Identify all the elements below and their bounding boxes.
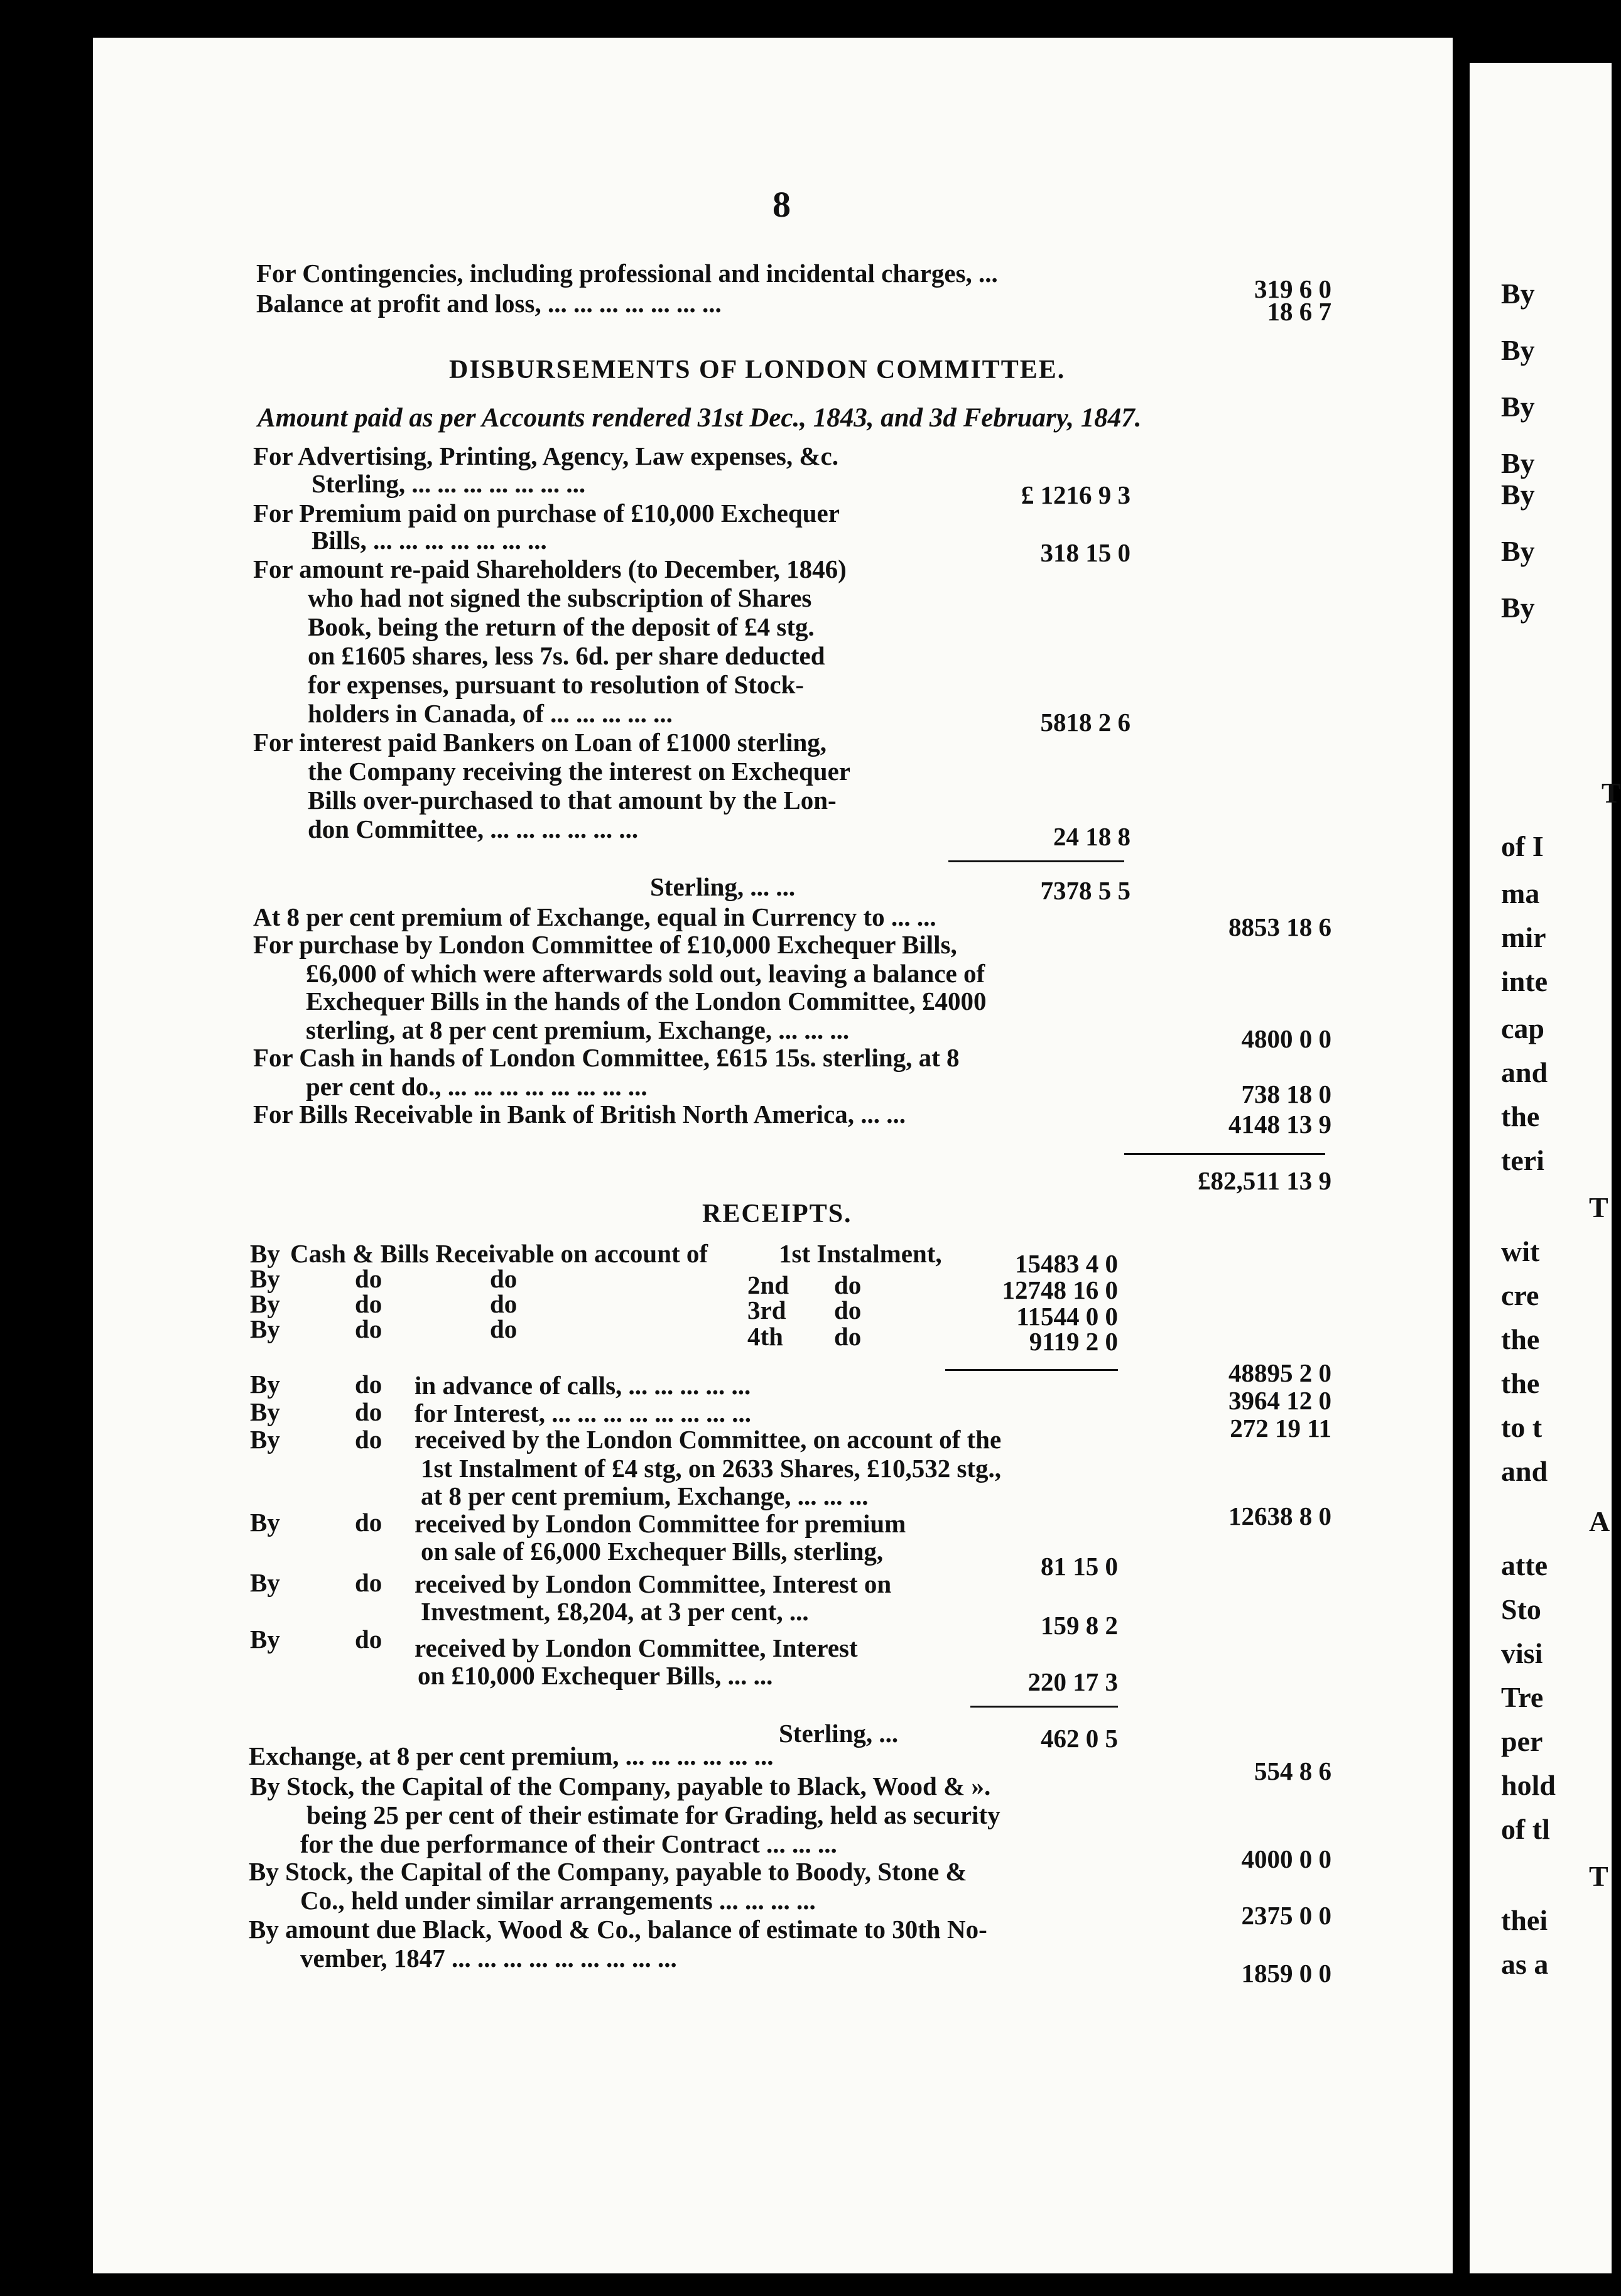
rec-do: do: [355, 1264, 382, 1293]
rec-do: do: [355, 1425, 382, 1454]
disb-line2: Exchequer Bills in the hands of the London Committee, £4000: [306, 987, 987, 1015]
rec-by: By: [250, 1289, 280, 1318]
rec-entry-amount: 272 19 11: [1230, 1414, 1331, 1443]
right-line: the: [1501, 1100, 1540, 1132]
right-line: thei: [1501, 1904, 1548, 1936]
rec-do: do: [355, 1625, 382, 1654]
rec-by: By: [250, 1239, 280, 1268]
disb-line: Sterling, ... ... ... ... ... ... ...: [312, 469, 586, 498]
right-line: of tl: [1501, 1813, 1550, 1845]
rec-sub-line: Investment, £8,204, at 3 per cent, ...: [421, 1597, 809, 1626]
right-line: By: [1501, 334, 1535, 366]
rec-do: do: [490, 1264, 518, 1293]
right-line: Sto: [1501, 1593, 1541, 1625]
right-line: hold: [1501, 1769, 1556, 1801]
right-line: inte: [1501, 965, 1548, 997]
right-line: and: [1501, 1056, 1548, 1088]
disb-amount: £ 1216 9 3: [1021, 480, 1130, 509]
right-line: cap: [1501, 1012, 1544, 1044]
rec-inst-amount: 12748 16 0: [1002, 1275, 1118, 1304]
rec-inst-label: 1st Instalment,: [779, 1239, 942, 1268]
rec-london-line: 1st Instalment of £4 stg, on 2633 Shares, £10,532 stg.,: [421, 1454, 1002, 1483]
disb-line2: sterling, at 8 per cent premium, Exchange, ... ... ...: [306, 1015, 850, 1044]
disb-line2: £6,000 of which were afterwards sold out, leaving a balance of: [306, 959, 985, 988]
right-line: and: [1501, 1455, 1548, 1487]
disb-line: Book, being the return of the deposit of £4 stg.: [308, 612, 815, 641]
right-line: atte: [1501, 1549, 1548, 1581]
disb-amount2: 4800 0 0: [1241, 1024, 1331, 1053]
rec-tail-amount: 2375 0 0: [1241, 1901, 1331, 1930]
rec-by: By: [250, 1508, 280, 1537]
instalments-total: 48895 2 0: [1228, 1358, 1331, 1387]
right-line: By: [1501, 479, 1535, 511]
disb-line: on £1605 shares, less 7s. 6d. per share deducted: [308, 641, 825, 670]
right-line: By: [1501, 391, 1535, 423]
right-line: as a: [1501, 1948, 1549, 1980]
rec-tail-amount: 1859 0 0: [1241, 1959, 1331, 1988]
subtotal-rule: [948, 860, 1124, 862]
rec-do: do: [355, 1289, 382, 1318]
right-line: By: [1501, 278, 1535, 310]
right-line: per: [1501, 1725, 1543, 1757]
right-page: [1470, 63, 1621, 2273]
disb-line: Bills over-purchased to that amount by the Lon-: [308, 786, 837, 815]
right-line: T: [1589, 1191, 1608, 1223]
right-line: the: [1501, 1323, 1540, 1355]
rec-do: do: [490, 1314, 518, 1343]
disb-amount2: 4148 13 9: [1228, 1110, 1331, 1139]
rec-by: By: [250, 1314, 280, 1343]
rec-sub-line: received by London Committee, Interest: [415, 1633, 858, 1662]
disb-line2: For Bills Receivable in Bank of British North America, ... ...: [253, 1100, 906, 1129]
disb-line2: per cent do., ... ... ... ... ... ... ... ...: [306, 1072, 648, 1101]
rec-by: By: [250, 1625, 280, 1654]
rec-sterling-label: Sterling, ...: [779, 1719, 899, 1748]
right-line: of I: [1501, 830, 1544, 862]
rec-do: do: [355, 1397, 382, 1426]
right-line: T: [1589, 1860, 1608, 1892]
rec-by: By: [250, 1264, 280, 1293]
rec-tail-amount: 554 8 6: [1254, 1757, 1331, 1785]
rec-by: By: [250, 1425, 280, 1454]
rec-inst-amount: 9119 2 0: [1029, 1327, 1118, 1356]
instalment-rule: [945, 1369, 1118, 1371]
rec-sub-line: received by London Committee, Interest on: [415, 1569, 892, 1598]
disb-line: holders in Canada, of ... ... ... ... ...: [308, 699, 673, 728]
disb-amount: 5818 2 6: [1040, 708, 1130, 737]
right-line: cre: [1501, 1279, 1539, 1311]
rec-do: do: [355, 1568, 382, 1597]
rec-tail-line: By Stock, the Capital of the Company, payable to Black, Wood & ».: [250, 1772, 991, 1801]
rec-by: By: [250, 1397, 280, 1426]
disb-line2: For purchase by London Committee of £10,000 Exchequer Bills,: [253, 930, 957, 959]
rec-inst-amount: 15483 4 0: [1015, 1249, 1118, 1278]
rec-do: do: [355, 1508, 382, 1537]
right-line: A: [1589, 1505, 1610, 1537]
disb-line: for expenses, pursuant to resolution of Stock-: [308, 670, 805, 699]
rec-by: By: [250, 1568, 280, 1597]
disb-amount: 318 15 0: [1040, 538, 1130, 567]
total-rule: [1124, 1153, 1325, 1155]
rec-tail-amount: 4000 0 0: [1241, 1844, 1331, 1873]
disbursements-heading: DISBURSEMENTS OF LONDON COMMITTEE.: [449, 355, 1066, 384]
page-number: 8: [773, 184, 791, 225]
contingencies-line: For Contingencies, including professional and incidental charges, ...: [256, 259, 998, 288]
right-line: visi: [1501, 1637, 1543, 1669]
rec-sterling-total: 462 0 5: [1041, 1724, 1118, 1753]
rec-do: do: [355, 1370, 382, 1399]
right-line: T: [1602, 777, 1621, 809]
rec-do: do: [834, 1322, 862, 1351]
rec-entry-amount: 3964 12 0: [1228, 1386, 1331, 1415]
disb-line2: At 8 per cent premium of Exchange, equal in Currency to ... ...: [253, 902, 936, 931]
disb-amount2: 8853 18 6: [1228, 912, 1331, 941]
right-line: Tre: [1501, 1681, 1544, 1713]
right-line: By: [1501, 447, 1535, 479]
rec-entry-text: for Interest, ... ... ... ... ... ... ... ...: [415, 1399, 751, 1427]
disb-line: For interest paid Bankers on Loan of £1000 sterling,: [253, 728, 827, 757]
balance-amount: 18 6 7: [1267, 297, 1331, 326]
rec-by: By: [250, 1370, 280, 1399]
disb-amount2: 738 18 0: [1241, 1080, 1331, 1108]
rec-tail-line: By Stock, the Capital of the Company, payable to Boody, Stone &: [249, 1857, 967, 1886]
rec-sub-amount: 159 8 2: [1041, 1611, 1118, 1640]
disb-amount: 24 18 8: [1053, 822, 1130, 851]
disb-line2: For Cash in hands of London Committee, £615 15s. sterling, at 8: [253, 1043, 960, 1072]
rec-sub-line: on sale of £6,000 Exchequer Bills, sterling,: [421, 1537, 884, 1566]
rec-inst-label: 4th: [747, 1322, 783, 1351]
disb-grand-total: £82,511 13 9: [1198, 1166, 1331, 1195]
right-line: the: [1501, 1367, 1540, 1399]
rec-sub-line: received by London Committee for premium: [415, 1509, 906, 1538]
rec-entry-text: in advance of calls, ... ... ... ... ...: [415, 1371, 751, 1400]
disb-line: the Company receiving the interest on Exchequer: [308, 757, 850, 786]
right-line: to t: [1501, 1411, 1542, 1443]
rec-inst-amount: 11544 0 0: [1016, 1302, 1118, 1331]
rec-london-amount: 12638 8 0: [1228, 1502, 1331, 1530]
rec-sub-line: on £10,000 Exchequer Bills, ... ...: [418, 1661, 773, 1690]
rec-london-line: at 8 per cent premium, Exchange, ... ... ...: [421, 1481, 869, 1510]
disb-sterling-total: 7378 5 5: [1040, 876, 1130, 905]
disb-line: For Advertising, Printing, Agency, Law expenses, &c.: [253, 441, 838, 470]
rec-tail-line: Exchange, at 8 per cent premium, ... ... ... ... ... ...: [249, 1741, 774, 1770]
right-line: By: [1501, 535, 1535, 567]
right-line: ma: [1501, 877, 1540, 909]
receipts-subtotal-rule: [970, 1706, 1118, 1708]
disb-line: Bills, ... ... ... ... ... ... ...: [312, 526, 547, 555]
rec-tail-line: By amount due Black, Wood & Co., balance of estimate to 30th No-: [249, 1915, 987, 1944]
rec-tail-line: vember, 1847 ... ... ... ... ... ... ... ... ...: [300, 1944, 677, 1973]
rec-tail-line: being 25 per cent of their estimate for Grading, held as security: [306, 1801, 1000, 1829]
disbursements-subheading: Amount paid as per Accounts rendered 31st Dec., 1843, and 3d February, 1847.: [258, 403, 1142, 433]
right-line: By: [1501, 592, 1535, 624]
rec-entry-text: received by the London Committee, on account of the: [415, 1425, 1002, 1454]
disb-line: who had not signed the subscription of Shares: [308, 583, 812, 612]
disb-line: For amount re-paid Shareholders (to December, 1846): [253, 555, 847, 583]
balance-line: Balance at profit and loss, ... ... ... ... ... ... ...: [256, 289, 722, 318]
rec-sub-amount: 81 15 0: [1041, 1552, 1118, 1581]
rec-tail-line: for the due performance of their Contract ... ... ...: [300, 1829, 837, 1858]
rec-inst-label: 3rd: [747, 1296, 786, 1324]
right-line: mir: [1501, 921, 1546, 953]
contingencies-amount: 319 6 0: [1254, 274, 1331, 303]
rec-do: do: [834, 1296, 862, 1324]
right-line: teri: [1501, 1144, 1544, 1176]
right-line: wit: [1501, 1235, 1540, 1267]
receipts-heading: RECEIPTS.: [702, 1199, 852, 1228]
rec-do: do: [834, 1270, 862, 1299]
rec-sub-amount: 220 17 3: [1027, 1667, 1118, 1696]
rec-do: do: [355, 1314, 382, 1343]
disb-line: don Committee, ... ... ... ... ... ...: [308, 815, 639, 843]
rec-do: do: [490, 1289, 518, 1318]
disb-line: For Premium paid on purchase of £10,000 Exchequer: [253, 499, 840, 528]
rec-tail-line: Co., held under similar arrangements ... ... ... ...: [300, 1886, 816, 1915]
rec-inst-desc: Cash & Bills Receivable on account of: [290, 1239, 708, 1268]
disb-sterling-label: Sterling, ... ...: [650, 872, 796, 901]
rec-inst-label: 2nd: [747, 1270, 789, 1299]
